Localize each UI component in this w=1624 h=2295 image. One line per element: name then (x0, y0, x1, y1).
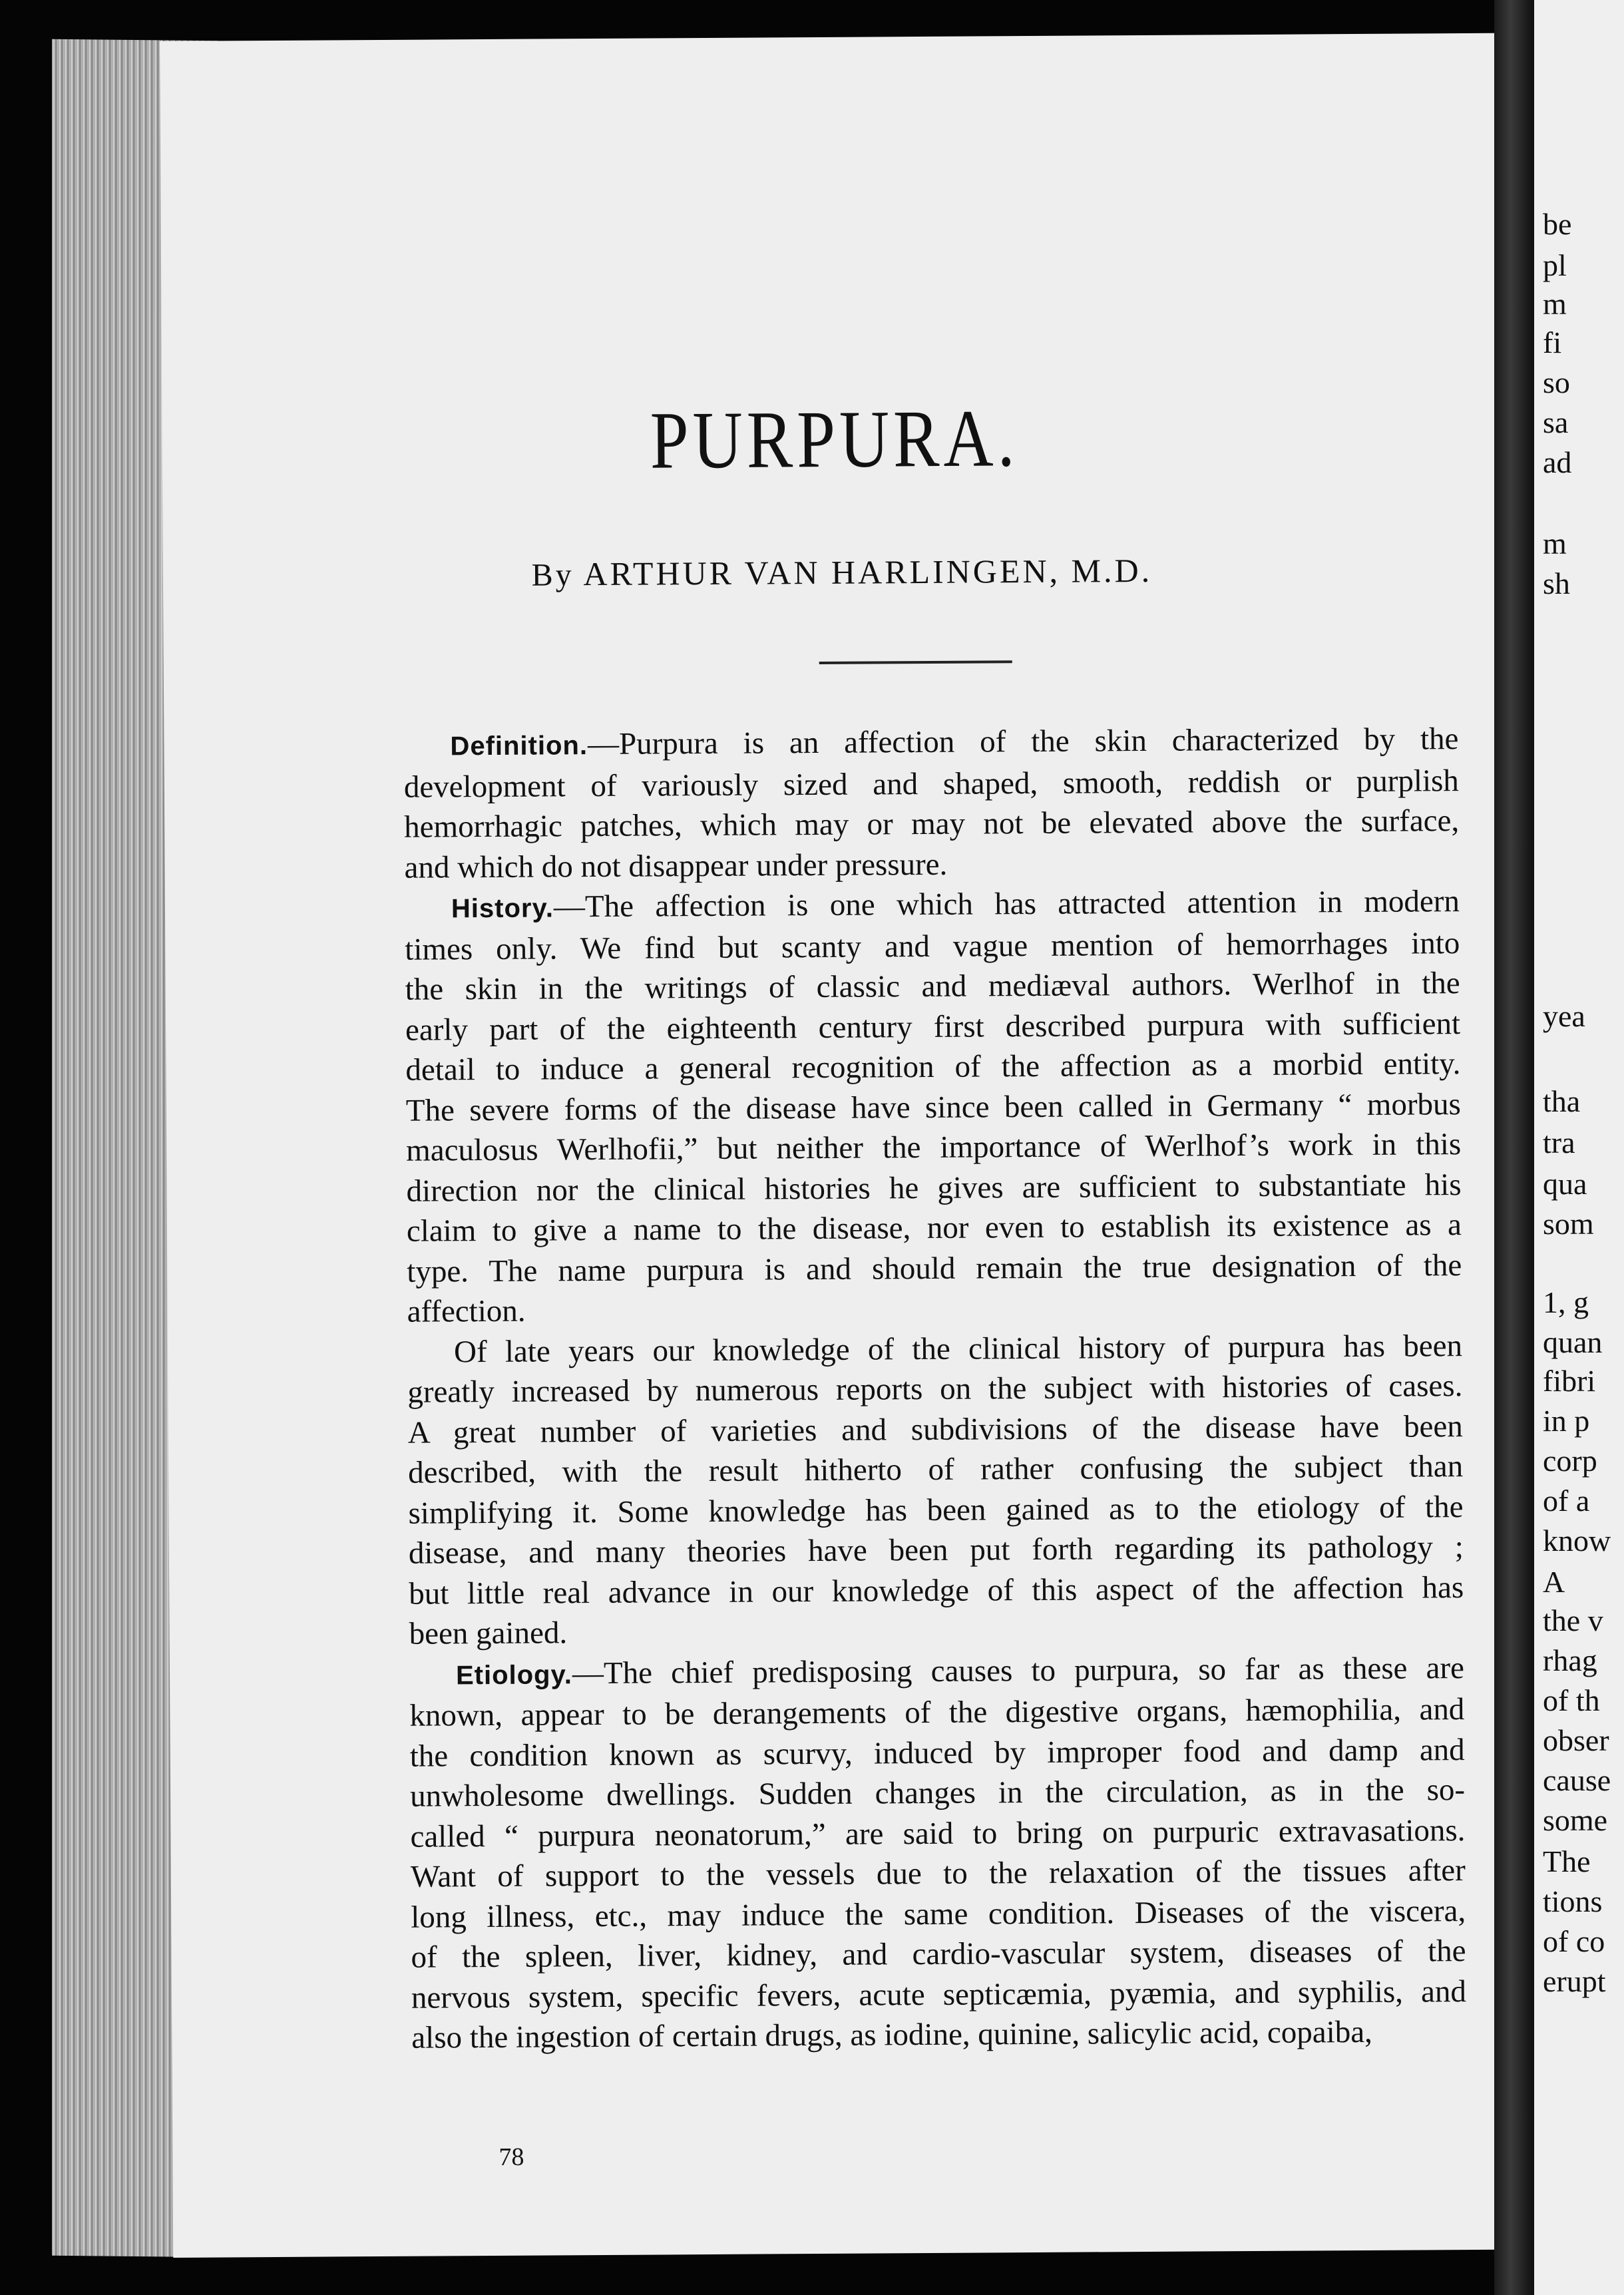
text-line (410, 1810, 1465, 1857)
text-line (407, 1326, 1462, 1372)
line-text: and which do not disappear under pressure. (404, 847, 948, 885)
line-text: simplifying it. Some knowledge has been gained as to the etiology of the (408, 1489, 1464, 1531)
facing-page-fragment: A (1543, 1565, 1565, 1599)
text-line (410, 1730, 1465, 1776)
line-text: maculosus Werlhofii,” but neither the importance of Werlhof’s work in this (406, 1127, 1462, 1168)
paragraph (407, 1326, 1464, 1655)
facing-page-fragment: tra (1543, 1126, 1575, 1159)
paragraph (403, 719, 1459, 888)
text-line (409, 1689, 1464, 1736)
facing-page-fragment: yea (1543, 999, 1585, 1033)
line-text: greatly increased by numerous reports on the subject with histories of cases. (407, 1368, 1463, 1410)
line-text: of the spleen, liver, kidney, and cardio-vascular system, diseases of the (411, 1934, 1466, 1975)
line-text: disease, and many theories have been put forth regarding its pathology ; (408, 1530, 1464, 1571)
facing-page-fragment: som (1543, 1207, 1594, 1241)
facing-page-fragment: sh (1543, 566, 1570, 600)
line-text: called “ purpura neonatorum,” are said to bring on purpuric extravasations. (410, 1812, 1466, 1854)
section-heading: History. (451, 893, 554, 924)
line-text: known, appear to be derangements of the digestive organs, hæmophilia, and (409, 1692, 1465, 1733)
facing-page-fragment: of a (1543, 1484, 1590, 1518)
section-heading: Definition. (450, 731, 588, 761)
line-text: nervous system, specific fevers, acute septicæmia, pyæmia, and syphilis, and (411, 1974, 1467, 2015)
line-text: A great number of varieties and subdivisions of the disease have been (407, 1408, 1463, 1450)
facing-page-fragment: 1, g (1543, 1285, 1589, 1319)
facing-page-fragment: in p (1543, 1404, 1590, 1438)
text-line (407, 1285, 1462, 1332)
line-text: the condition known as scurvy, induced by improper food and damp and (409, 1732, 1465, 1774)
line-text: Want of support to the vessels due to the relaxation of the tissues after (410, 1853, 1466, 1894)
page-number: 78 (499, 2143, 524, 2171)
facing-page-fragment: The (1543, 1844, 1591, 1878)
facing-page-fragment: erupt (1543, 1964, 1606, 1998)
line-text: been gained. (409, 1615, 568, 1651)
section-heading: Etiology. (455, 1659, 573, 1690)
line-text: the skin in the writings of classic and mediæval authors. Werlhof in the (405, 966, 1460, 1007)
facing-page-fragment: some (1543, 1803, 1608, 1837)
line-text: but little real advance in our knowledge of this aspect of the affection has (409, 1569, 1464, 1611)
book-gutter (1494, 0, 1535, 2295)
text-line (405, 963, 1460, 1010)
line-text: claim to give a name to the disease, nor even to establish its existence as a (406, 1207, 1462, 1249)
facing-page-fragment: the v (1543, 1603, 1603, 1637)
line-text: —The chief predisposing causes to purpura, so far as these are (572, 1650, 1465, 1691)
text-line (406, 1165, 1461, 1211)
line-text: affection. (407, 1293, 526, 1329)
article-title: PURPURA. (650, 393, 1019, 486)
line-text: long illness, etc., may induce the same condition. Diseases of the viscera, (411, 1893, 1466, 1935)
paragraph (409, 1648, 1467, 2059)
book-page (160, 33, 1518, 2258)
facing-page-fragment: fi (1543, 325, 1562, 359)
line-text: type. The name purpura is and should remain the true designation of the (407, 1247, 1462, 1289)
line-text: —Purpura is an affection of the skin characterized by the (587, 722, 1459, 762)
facing-page-fragment: tha (1543, 1084, 1581, 1118)
line-text: early part of the eighteenth century first described purpura with sufficient (405, 1006, 1461, 1048)
text-line (406, 1124, 1461, 1171)
facing-page-fragment: cause (1543, 1763, 1611, 1797)
text-line (410, 1770, 1465, 1816)
text-line (406, 1084, 1461, 1131)
facing-page-fragment: quan (1543, 1325, 1603, 1359)
text-line (404, 841, 1459, 888)
facing-page-fragment: corp (1543, 1444, 1597, 1478)
text-line (407, 1205, 1462, 1251)
facing-page-fragment: qua (1543, 1167, 1587, 1201)
text-line (411, 1931, 1466, 1978)
text-line (409, 1607, 1464, 1654)
text-line (405, 881, 1460, 929)
text-line (411, 1850, 1466, 1897)
article-body (403, 719, 1466, 2058)
line-text: development of variously sized and shaped, smooth, reddish or purplish (403, 763, 1459, 805)
facing-page-fragment: fibri (1543, 1364, 1596, 1398)
facing-page-fragment: obser (1543, 1723, 1609, 1757)
facing-page-fragment: tions (1543, 1884, 1603, 1918)
facing-page-fragment: m (1543, 526, 1567, 560)
title-rule (819, 660, 1012, 664)
text-line (409, 1567, 1464, 1614)
text-line (404, 761, 1459, 807)
line-text: also the ingestion of certain drugs, as iodine, quinine, salicylic acid, copaiba, (411, 2014, 1372, 2055)
facing-page-fragment: of th (1543, 1683, 1600, 1717)
facing-page-fragment: sa (1543, 405, 1569, 439)
text-line (405, 1004, 1460, 1050)
facing-page-fragment: pl (1543, 248, 1567, 282)
facing-page-fragment: m (1543, 287, 1567, 321)
line-text: The severe forms of the disease have since been called in Germany “ morbus (405, 1086, 1461, 1128)
line-text: —The affection is one which has attracted attention in modern (553, 884, 1460, 925)
line-text: detail to induce a general recognition of the affection as a morbid entity. (405, 1046, 1461, 1088)
text-line (408, 1406, 1463, 1453)
facing-page-fragment: of co (1543, 1924, 1605, 1958)
text-line (407, 1366, 1462, 1412)
article-byline (163, 549, 1508, 596)
text-line (405, 923, 1460, 970)
text-line (405, 1044, 1460, 1090)
text-line (408, 1487, 1463, 1534)
line-text: unwholesome dwellings. Sudden changes in the circulation, as in the so- (409, 1773, 1466, 1814)
text-line (404, 801, 1459, 847)
text-line (407, 1245, 1462, 1292)
facing-page-fragment: so (1543, 365, 1570, 399)
byline-author: ARTHUR VAN HARLINGEN, M.D. (583, 551, 1153, 593)
line-text: times only. We find but scanty and vague mention of hemorrhages into (405, 925, 1460, 967)
text-line (411, 1891, 1466, 1938)
text-line (411, 1972, 1466, 2018)
line-text: described, with the result hitherto of rather confusing the subject than (407, 1449, 1464, 1490)
line-text: direction nor the clinical histories he gives are sufficient to substantiate his (406, 1167, 1462, 1209)
line-text: Of late years our knowledge of the clinical history of purpura has been (453, 1328, 1463, 1369)
text-line (403, 719, 1458, 767)
text-line (408, 1446, 1463, 1493)
text-line (409, 1527, 1464, 1573)
facing-page-fragment: rhag (1543, 1643, 1597, 1677)
byline-prefix: By (531, 557, 574, 593)
facing-page-fragment: be (1543, 207, 1572, 241)
text-line (411, 2011, 1466, 2058)
line-text: hemorrhagic patches, which may or may not be elevated above the surface, (404, 803, 1460, 845)
paragraph (405, 881, 1462, 1332)
text-line (409, 1648, 1464, 1696)
facing-page-fragment: know (1543, 1524, 1611, 1558)
facing-page-fragment: ad (1543, 445, 1572, 479)
